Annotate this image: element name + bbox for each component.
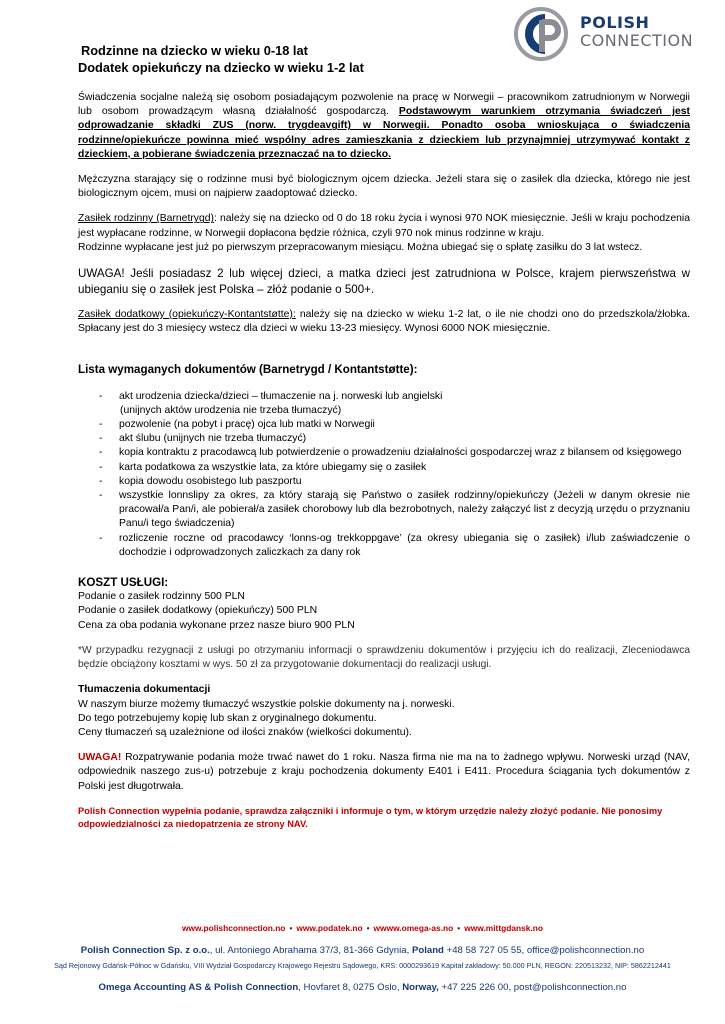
title-line-2: Dodatek opiekuńczy na dziecko w wieku 1-2 lat [78,60,364,75]
list-item: - akt urodzenia dziecka/dzieci – tłumaczenie na j. norweski lub angielski (unijnych aktów urodzenia nie trzeba tłumaczyć) [99,390,443,416]
translation-heading: Tłumaczenia dokumentacji [78,684,211,696]
kontantstotte-paragraph [78,308,690,336]
warning2-paragraph [78,751,690,794]
footer-company-norway: Omega Accounting AS & Polish Connection, Hovfaret 8, 0275 Oslo, Norway, +47 225 226 00, post@polishconnection.no [98,982,627,993]
father-paragraph: Mężczyzna starający się o rodzinne musi być biologicznym ojcem dziecka. Jeżeli stara się o zasiłek dla dziecka, którego nie jest biologicznym ojcem, musi on najpierw zaadoptować dziecko. [78,174,690,200]
translation-line: Do tego potrzebujemy kopię lub skan z oryginalnego dokumentu. [78,712,377,724]
translation-line: W naszym biurze możemy tłumaczyć wszystkie polskie dokumenty na j. norweski. [78,698,455,710]
list-item: - akt ślubu (unijnych nie trzeba tłumaczyć) [99,433,307,445]
cost-line: Podanie o zasiłek dodatkowy (opiekuńczy) 500 PLN [78,605,318,617]
docs-heading: Lista wymaganych dokumentów (Barnetrygd / Kontantstøtte): [78,363,418,377]
cost-line: Cena za oba podania wykonane przez nasze biuro 900 PLN [78,619,355,631]
cost-line: Podanie o zasiłek rodzinny 500 PLN [78,591,245,603]
footer-registry: Sąd Rejonowy Gdańsk-Północ w Gdańsku, VIII Wydział Gospodarczy Krajowego Rejestru Sądowego, KRS: 0000293619 Kapitał zakładowy: 50.000 PLN, REGON: 220513232, NIP: 5862212441 [54,961,671,970]
kontantstotte-text: należy się na dziecko w wieku 1-2 lat, o ile nie chodzi ono do przedszkola/żłobka. Spłacany jest do 3 miesięcy wstecz dla dzieci w wieku 13-23 miesięcy. Wynosi 6000 NOK miesięcznie. [78,309,690,335]
kontantstotte-label: Zasiłek dodatkowy (opiekuńczy-Kontantstøtte): [78,309,296,321]
logo-line2: CONNECTION [580,31,694,50]
footer-link[interactable]: www.podatek.no [296,923,363,933]
barnetrygd-label: Zasiłek rodzinny (Barnetrygd) [78,213,215,225]
intro-bold-conditions: Podstawowym warunkiem otrzymania świadczeń jest odprowadzanie składki ZUS (norw. trygdeavgift) w Norwegii. Ponadto osoba wnioskująca o świadczenia rodzinne/opiekuńcze powinna mieć wspólny adres zamieszkania z dzieckiem lub przynajmniej utrzymywać kontakt z dzieckiem, a pobierane świadczenia przeznaczać na to dziecko. [78,106,691,160]
footer-company-poland: Polish Connection Sp. z o.o., ul. Antoniego Abrahama 37/3, 81-366 Gdynia, Poland +48 58 727 05 55, office@polishconnection.no [80,945,645,956]
barnetrygd-paragraph-2: Rodzinne wypłacane jest już po pierwszym przepracowanym miesiącu. Można ubiegać się o spłatę zasiłku do 3 lat wstecz. [78,241,643,253]
footer-link[interactable]: wwww.omega-as.no [373,923,454,933]
list-item: - karta podatkowa za wszystkie lata, za które ubiegamy się o zasiłek [99,461,427,473]
footer-links: www.polishconnection.no • www.podatek.no • wwww.omega-as.no • www.mittgdansk.no [181,923,544,933]
cost-note: *W przypadku rezygnacji z usługi po otrzymaniu informacji o sprawdzeniu dokumentów i przyjęciu ich do realizacji, Zleceniodawca będzie obciążony kosztami w wys. 50 zł za przygotowanie dokumentacji do realizacji usługi. [78,644,690,671]
barnetrygd-paragraph [78,212,690,240]
warning2-text: Rozpatrywanie podania może trwać nawet do 1 roku. Nasza firma nie ma na to żadnego wpływu. Norweski urząd (NAV, odpowiednik naszego zus-u) potrzebuje z kraju pochodzenia dokumenty E401 i E411. Procedura ściągania tych dokumentów z Polski jest długotrwała. [78,752,690,792]
document-body [78,42,690,832]
intro-text: Świadczenia socjalne należą się osobom posiadającym pozwolenie na pracę w Norwegii – pracownikom zatrudnionym w Norwegii lub osobom prowadzącym własną działalność gospodarczą. [78,92,690,118]
list-item: - kopia dowodu osobistego lub paszportu [99,475,302,487]
logo-line1: POLISH [580,13,650,32]
barnetrygd-text: : należy się na dziecko od 0 do 18 roku życia i wynosi 970 NOK miesięcznie. Jeśli w kraju pochodzenia jest wypłacane rodzinne, w Norwegii dopłacona będzie różnica, czyli 970 nok minus rodzinne w kraju. [78,213,690,239]
docs-list [78,390,690,560]
warning-paragraph: UWAGA! Jeśli posiadasz 2 lub więcej dzieci, a matka dzieci jest zatrudniona w Polsce, krajem pierwszeństwa w ubieganiu się o zasiłek jest Polska – złóż podanie o 500+. [78,267,690,296]
disclaimer: Polish Connection wypełnia podanie, sprawdza załączniki i informuje o tym, w którym urzędzie należy złożyć podanie. Nie ponosimy odpowiedzialności za niedopatrzenia ze strony NAV. [78,805,663,830]
translation-line: Ceny tłumaczeń są uzależnione od ilości znaków (wielkości dokumentu). [78,726,412,738]
title-line-1: Rodzinne na dziecko w wieku 0-18 lat [81,43,308,58]
list-item: - rozliczenie roczne od pracodawcy ‘lonns-og trekkoppgave’ (za okresy ubiegania się o zasiłek) i/lub zaświadczenie o dochodzie i odprowadzonych zaliczkach za dany rok [99,532,690,558]
intro-paragraph [78,91,690,162]
list-item: - wszystkie lonnslipy za okres, za który starają się Państwo o zasiłek rodzinny/opiekuńczy (Jeżeli w danym okresie nie pracował/a Pan/i, ale pobierał/a zasiłek chorobowy lub dla bezrobotnych, należy załączyć list z decyzją urzędu o przyznaniu Panu/i tego świadczenia) [99,490,690,530]
list-item: - pozwolenie (na pobyt i pracę) ojca lub matki w Norwegii [99,419,375,431]
footer-link[interactable]: www.polishconnection.no [181,923,286,933]
warning2-label: UWAGA! [78,752,122,764]
list-item: - kopia kontraktu z pracodawcą lub potwierdzenie o prowadzeniu działalności gospodarczej wraz z bilansem od księgowego [99,447,682,459]
footer-link[interactable]: www.mittgdansk.no [464,923,544,933]
cost-heading: KOSZT USŁUGI: [78,576,169,590]
